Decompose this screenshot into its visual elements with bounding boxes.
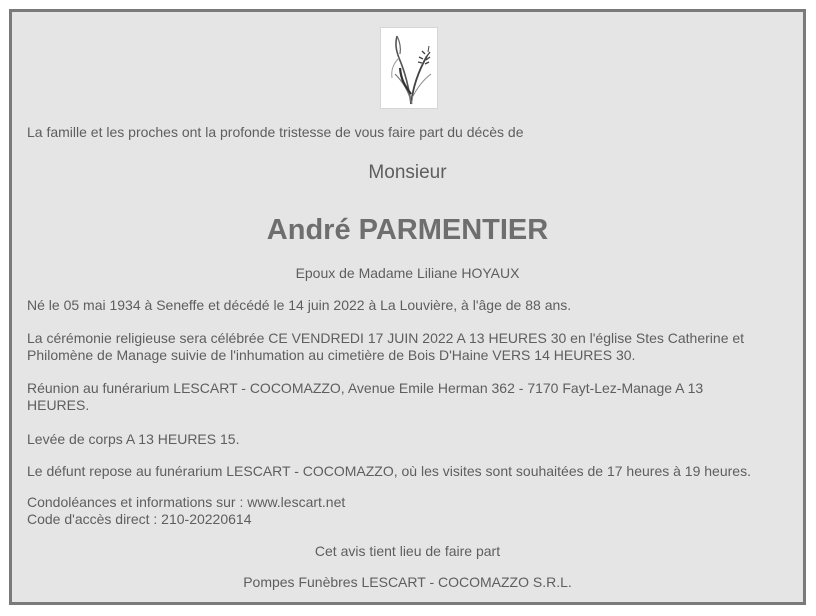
condolences-line: Condoléances et informations sur : www.lescart.net bbox=[27, 494, 346, 510]
condolences-paragraph bbox=[27, 494, 788, 528]
birth-death-line: Né le 05 mai 1934 à Seneffe et décédé le 14 juin 2022 à La Louvière, à l'âge de 88 ans. bbox=[27, 297, 572, 313]
spouse-line: Epoux de Madame Liliane HOYAUX bbox=[295, 265, 520, 281]
honorific: Monsieur bbox=[368, 162, 447, 183]
repose-line: Le défunt repose au funérarium LESCART - COCOMAZZO, où les visites sont souhaitées de 17 heures à 19 heures. bbox=[27, 463, 751, 479]
meeting-line-1: Réunion au funérarium LESCART - COCOMAZZO, Avenue Emile Herman 362 - 7170 Fayt-Lez-Manage A 13 bbox=[27, 380, 704, 396]
ceremony-paragraph bbox=[27, 330, 788, 364]
meeting-paragraph bbox=[27, 380, 788, 414]
funeral-home-name: Pompes Funèbres LESCART - COCOMAZZO S.R.L. bbox=[243, 574, 572, 590]
intro-text: La famille et les proches ont la profonde tristesse de vous faire part du décès de bbox=[27, 124, 524, 140]
ceremony-line-2: Philomène de Manage suivie de l'inhumation au cimetière de Bois D'Haine VERS 14 HEURES 30. bbox=[27, 347, 636, 363]
levee-line: Levée de corps A 13 HEURES 15. bbox=[27, 431, 240, 447]
wheat-icon bbox=[380, 27, 438, 109]
ceremony-line-1: La cérémonie religieuse sera célébrée CE VENDREDI 17 JUIN 2022 A 13 HEURES 30 en l'église Stes Catherine et bbox=[27, 330, 745, 346]
meeting-line-2: HEURES. bbox=[27, 397, 90, 413]
notice-line: Cet avis tient lieu de faire part bbox=[314, 543, 501, 559]
deceased-name: André PARMENTIER bbox=[266, 214, 549, 246]
obituary-card bbox=[9, 9, 806, 605]
access-code-line: Code d'accès direct : 210-20220614 bbox=[27, 511, 252, 527]
